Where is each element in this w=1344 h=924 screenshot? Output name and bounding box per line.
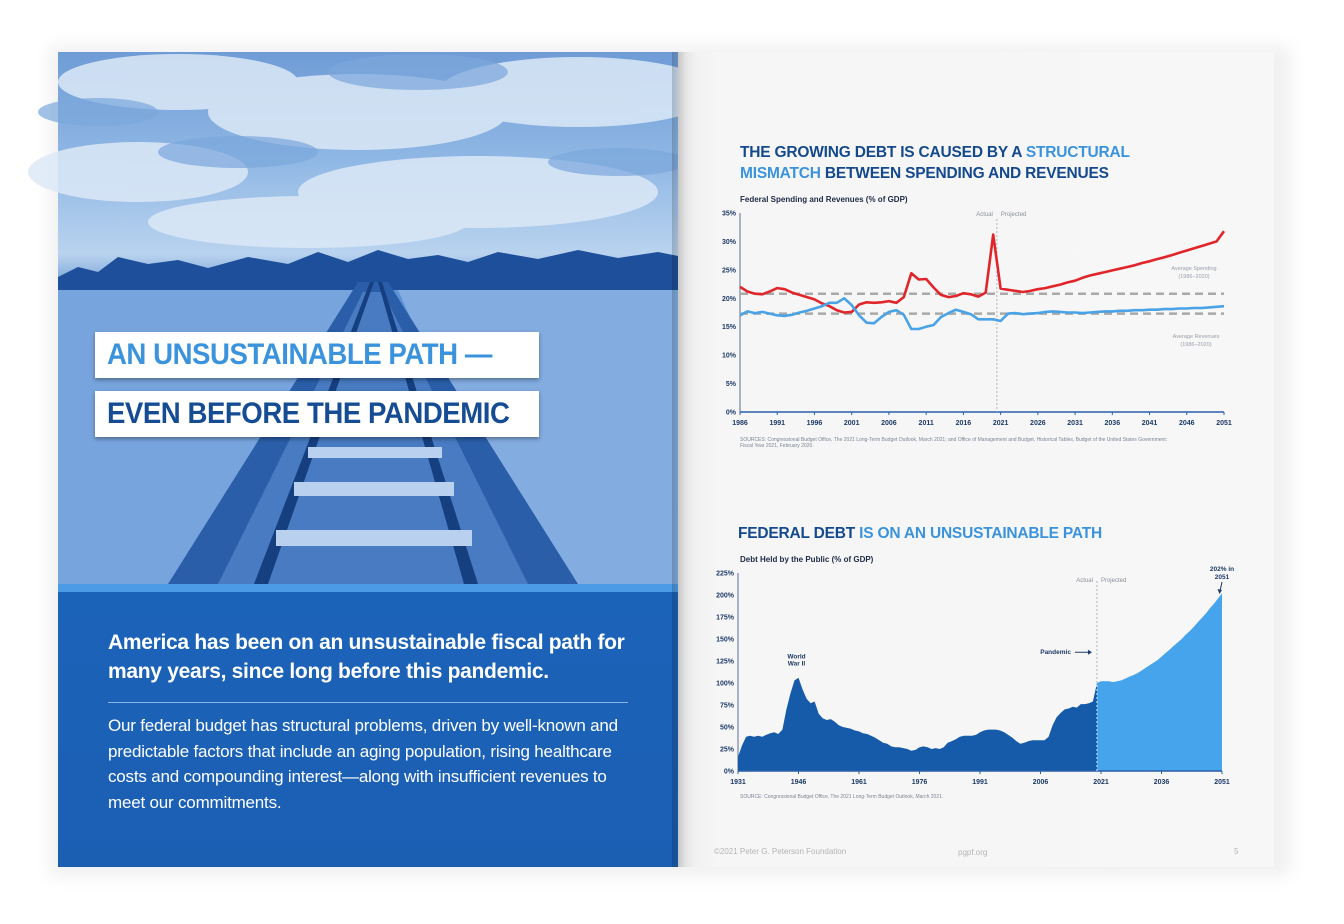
y-tick-label: 150% bbox=[716, 636, 734, 644]
y-tick-label: 25% bbox=[719, 746, 734, 754]
projected-label: Projected bbox=[1000, 212, 1027, 218]
x-tick-label: 2006 bbox=[1032, 779, 1049, 786]
spending-line bbox=[740, 231, 1224, 312]
x-tick-label: 2051 bbox=[1216, 420, 1232, 427]
y-tick-label: 10% bbox=[721, 352, 736, 360]
x-tick-label: 2026 bbox=[1030, 420, 1046, 427]
title-line1: AN UNSUSTAINABLE PATH — bbox=[106, 338, 492, 371]
chart2-title-part-a: FEDERAL DEBT bbox=[738, 525, 856, 542]
actual-label: Actual bbox=[976, 212, 993, 218]
title-line2: EVEN BEFORE THE PANDEMIC bbox=[106, 397, 510, 430]
chart1-subtitle: Federal Spending and Revenues (% of GDP) bbox=[740, 195, 908, 204]
chart1-title-part-a: THE GROWING DEBT IS CAUSED BY A bbox=[740, 144, 1026, 161]
title-line1-box bbox=[95, 332, 539, 378]
x-tick-label: 1991 bbox=[769, 420, 786, 427]
y-tick-label: 125% bbox=[716, 658, 734, 666]
chart2-title-part-b: IS ON AN UNSUSTAINABLE PATH bbox=[855, 525, 1103, 542]
avg-spending-years: (1986–2020) bbox=[1178, 274, 1210, 280]
y-tick-label: 35% bbox=[721, 210, 736, 218]
x-tick-label: 2036 bbox=[1153, 779, 1170, 786]
railroad-photo bbox=[58, 52, 678, 584]
y-tick-label: 5% bbox=[725, 381, 736, 389]
chart2-source: SOURCE: Congressional Budget Office, The 2021 Long-Term Budget Outlook, March 2021. bbox=[740, 794, 944, 800]
y-tick-label: 200% bbox=[716, 592, 734, 600]
actual-label: Actual bbox=[1076, 578, 1093, 584]
avg-revenues-label: Average Revenues bbox=[1172, 334, 1220, 340]
ww2-label-line2: War II bbox=[787, 660, 806, 668]
x-tick-label: 2016 bbox=[955, 420, 972, 427]
divider-rule bbox=[108, 702, 628, 703]
footer-url: pgpf.org bbox=[958, 848, 988, 857]
spine-gutter bbox=[672, 52, 686, 867]
x-tick-label: 2006 bbox=[881, 420, 897, 427]
spending-revenues-chart bbox=[705, 205, 1232, 440]
x-tick-label: 2021 bbox=[1093, 779, 1109, 786]
x-tick-label: 1946 bbox=[790, 779, 807, 786]
x-tick-label: 2051 bbox=[1214, 779, 1230, 786]
chart1-source: SOURCES: Congressional Budget Office, The 2021 Long-Term Budget Outlook, March 2021; and Office of Management and Budget, Historical Tables, Budget of the United States Government: Fiscal Year 2021, February 2020. bbox=[740, 437, 1168, 449]
debt-held-chart bbox=[700, 555, 1235, 795]
x-tick-label: 2031 bbox=[1067, 420, 1083, 427]
chart1-title bbox=[740, 142, 1130, 184]
y-tick-label: 0% bbox=[723, 768, 734, 776]
x-tick-label: 1961 bbox=[851, 779, 867, 786]
debt-actual-area bbox=[738, 678, 1097, 771]
y-tick-label: 100% bbox=[716, 680, 734, 688]
end-label-line1: 202% in bbox=[1209, 566, 1235, 573]
y-tick-label: 75% bbox=[719, 702, 734, 710]
avg-spending-label: Average Spending bbox=[1171, 266, 1217, 272]
chart2-subtitle: Debt Held by the Public (% of GDP) bbox=[740, 555, 874, 564]
railroad-illustration bbox=[58, 52, 678, 584]
chart1-title-part-b: STRUCTURAL bbox=[1025, 144, 1130, 161]
y-tick-label: 175% bbox=[716, 614, 734, 622]
y-tick-label: 30% bbox=[721, 238, 736, 246]
left-page bbox=[58, 52, 678, 867]
x-tick-label: 2001 bbox=[843, 420, 860, 427]
avg-revenues-years: (1986–2020) bbox=[1180, 342, 1212, 348]
x-tick-label: 2011 bbox=[918, 420, 934, 427]
x-tick-label: 1931 bbox=[730, 779, 746, 786]
end-arrowhead bbox=[1218, 589, 1223, 594]
y-tick-label: 225% bbox=[716, 570, 734, 578]
x-tick-label: 1991 bbox=[972, 779, 988, 786]
pandemic-arrowhead bbox=[1088, 650, 1092, 655]
x-tick-label: 2046 bbox=[1178, 420, 1195, 427]
y-tick-label: 15% bbox=[721, 324, 736, 332]
x-tick-label: 1986 bbox=[732, 420, 748, 427]
projected-label: Projected bbox=[1100, 578, 1127, 584]
footer-page-number: 5 bbox=[1234, 847, 1239, 856]
title-line2-box bbox=[95, 391, 539, 437]
lead-paragraph: America has been on an unsustainable fiscal path for many years, since long before this pandemic. bbox=[108, 631, 625, 683]
x-tick-label: 2021 bbox=[992, 420, 1009, 427]
y-tick-label: 50% bbox=[719, 724, 734, 732]
y-tick-label: 0% bbox=[725, 409, 736, 417]
pandemic-label: Pandemic bbox=[1040, 649, 1071, 657]
x-tick-label: 2036 bbox=[1104, 420, 1121, 427]
y-tick-label: 20% bbox=[721, 295, 736, 303]
x-tick-label: 1996 bbox=[806, 420, 823, 427]
end-label-line2: 2051 bbox=[1214, 574, 1230, 581]
footer-copyright: ©2021 Peter G. Peterson Foundation bbox=[714, 847, 847, 856]
y-tick-label: 25% bbox=[721, 267, 736, 275]
x-tick-label: 2041 bbox=[1141, 420, 1158, 427]
ww2-label-line1: World bbox=[787, 653, 806, 661]
body-paragraph: Our federal budget has structural problems, driven by well-known and predictable factors that include an aging population, rising healthcare costs and compounding interest—along with insufficient revenues to meet our commitments. bbox=[108, 716, 618, 812]
x-tick-label: 1976 bbox=[911, 779, 928, 786]
chart1-title-part-c: MISMATCH bbox=[740, 165, 821, 182]
chart1-title-part-d: BETWEEN SPENDING AND REVENUES bbox=[820, 165, 1109, 182]
debt-projected-area bbox=[1097, 593, 1222, 771]
chart2-title bbox=[738, 523, 1102, 544]
